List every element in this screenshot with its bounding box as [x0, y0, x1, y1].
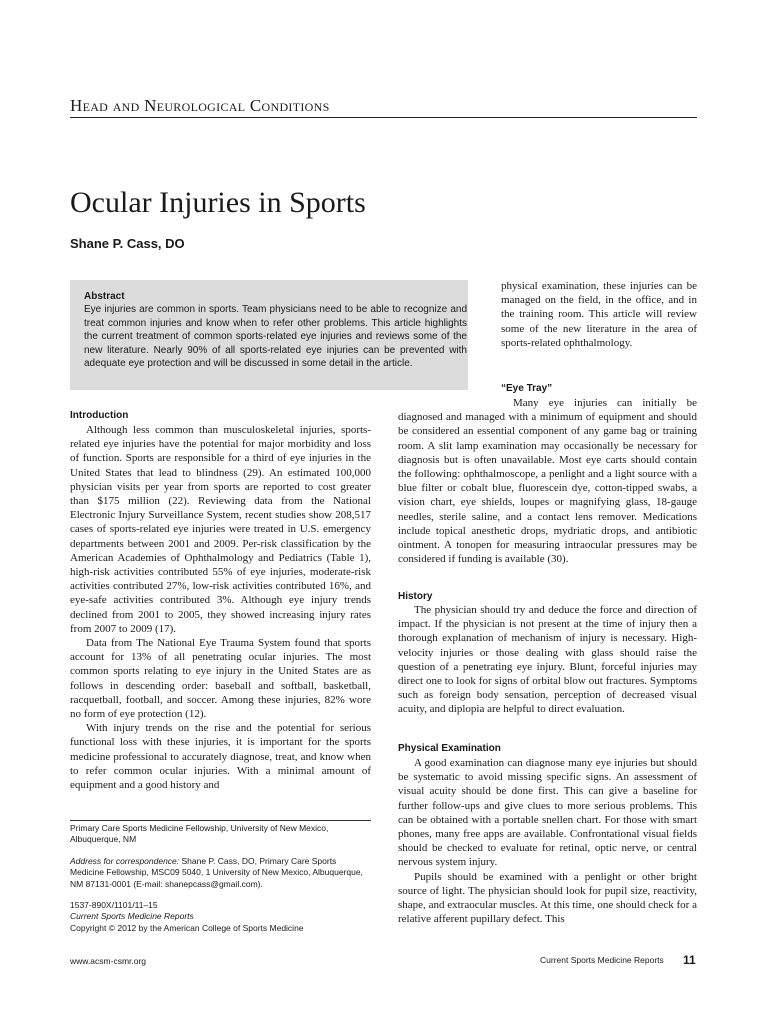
abstract-heading: Abstract	[84, 291, 125, 302]
introduction-heading: Introduction	[70, 410, 129, 421]
footer-journal: Current Sports Medicine Reports	[540, 955, 664, 965]
author-name: Shane P. Cass, DO	[70, 236, 185, 251]
intro-paragraph: With injury trends on the rise and the potential for serious functional loss with these injuries, it is important for the sports medicine professional to accurately diagnose, treat, and know when to refer common ocular injuries. With a minimal amount of equipment and a good history and	[70, 722, 371, 792]
affiliation-note: Primary Care Sports Medicine Fellowship, University of New Mexico, Albuquerque, NM	[70, 823, 329, 845]
physical-exam-paragraph: A good examination can diagnose many eye injuries but should be systematic to avoid missing specific signs. An assessment of visual acuity should be done first. This can give a baseline for further follow-ups and give clues to more serious problems. This can be obtained with a portable snellen chart. For those with smart phones, many free apps are available. Confrontational visual fields should be checked to evaluate for retinal, optic nerve, or central nervous system injury.	[398, 757, 697, 869]
eye-tray-body	[398, 396, 697, 566]
journal-name: Current Sports Medicine Reports	[70, 911, 194, 922]
history-heading: History	[398, 591, 433, 602]
eye-tray-paragraph: Many eye injuries can initially be diagnosed and managed with a minimum of equipment and should be considered an essential component of any game bag or training room. A slit lamp examination may occasionally be necessary for diagnosis but is often unavailable. Most eye carts should contain the following: ophthalmoscope, a penlight and a light source with a blue filter or cobalt blue, fluorescein dye, cotton-tipped swabs, a vision chart, eye shields, loupes or magnifying glass, 18-gauge needles, sterile saline, and a contact lens remover. Medications include topical anesthetic drops, mydriatic drops, and antibiotic ointment. A tonopen for measuring intraocular pressures may be considered if funding is available (30).	[398, 397, 697, 566]
intro-continuation-text: physical examination, these injuries can be managed on the field, in the office, and in the training room. This article will review some of the new literature in the area of sports-related ophthalmology.	[501, 280, 697, 349]
copyright: Copyright © 2012 by the American College of Sports Medicine	[70, 922, 304, 933]
page-number: 11	[683, 953, 696, 967]
history-paragraph: The physician should try and deduce the force and direction of impact. If the physician is not present at the time of injury then a thorough explanation of mechanism of injury is necessary. High-velocity injuries or those dealing with glass should raise the question of a penetrating eye injury. Blunt, forceful injuries may direct one to look for signs of orbital blow out fractures. Symptoms such as foreign body sensation, perception of decreased visual acuity, and diplopia are helpful to direct evaluation.	[398, 604, 697, 716]
footer-url: www.acsm-csmr.org	[70, 956, 147, 966]
intro-paragraph: Data from The National Eye Trauma System found that sports account for 13% of all penetrating ocular injuries. The most common sports relating to eye injury in the United States are as follows in descending order: baseball and softball, basketball, racquetball, football, and soccer. Among these injuries, 82% wore no form of eye protection (12).	[70, 637, 371, 721]
publication-info	[70, 900, 371, 934]
eye-tray-heading: “Eye Tray”	[501, 383, 553, 394]
history-body	[398, 603, 697, 717]
section-rule	[70, 117, 697, 118]
section-heading: Head and Neurological Conditions	[70, 96, 330, 115]
correspondence-text: Shane P. Cass, DO, Primary Care Sports Medicine Fellowship, MSC09 5040, 1 University of New Mexico, Albuquerque, NM 87131-0001 (E-mail: shanepcass@gmail.com).	[70, 856, 363, 889]
correspondence-note	[70, 856, 371, 890]
physical-exam-heading: Physical Examination	[398, 743, 501, 754]
footnote-rule	[70, 820, 371, 821]
introduction-body	[70, 423, 371, 792]
intro-continuation	[501, 279, 697, 350]
physical-exam-body	[398, 756, 697, 926]
intro-paragraph: Although less common than musculoskeletal injuries, sports-related eye injuries have the potential for major morbidity and loss of function. Sports are responsible for a third of eye injuries in the United States that lead to blindness (29). An estimated 100,000 physician visits per year from sports are reported to cost greater than $175 million (22). Reviewing data from the National Electronic Injury Surveillance System, recent studies show 208,517 cases of sports-related eye injuries were treated in U.S. emergency departments between 2001 and 2009. Per-risk classification by the American Academies of Ophthalmology and Pediatrics (Table 1), high-risk activities contributed 55% of eye injuries, moderate-risk activities contributed 27%, low-risk activities contributed 16%, and eye-safe activities contributed 3%. Although eye injury trends declined from 2001 to 2005, they showed increasing injury rates from 2007 to 2009 (17).	[70, 424, 371, 635]
physical-exam-paragraph: Pupils should be examined with a penlight or other bright source of light. The physician should look for pupil size, reactivity, shape, and extraocular muscles. At this time, one should check for a relative afferent pupillary defect. This	[398, 870, 697, 926]
correspondence-label: Address for correspondence:	[70, 856, 180, 866]
abstract-text: Eye injuries are common in sports. Team physicians need to be able to recognize and treat common injuries and know when to refer other problems. This article highlights the current treatment of common sports-related eye injuries and reviews some of the new literature. Nearly 90% of all sports-related eye injuries can be prevented with adequate eye protection and will be discussed in some detail in the article.	[84, 304, 467, 370]
article-title: Ocular Injuries in Sports	[70, 186, 366, 219]
issn: 1537-890X/1101/11–15	[70, 900, 158, 910]
